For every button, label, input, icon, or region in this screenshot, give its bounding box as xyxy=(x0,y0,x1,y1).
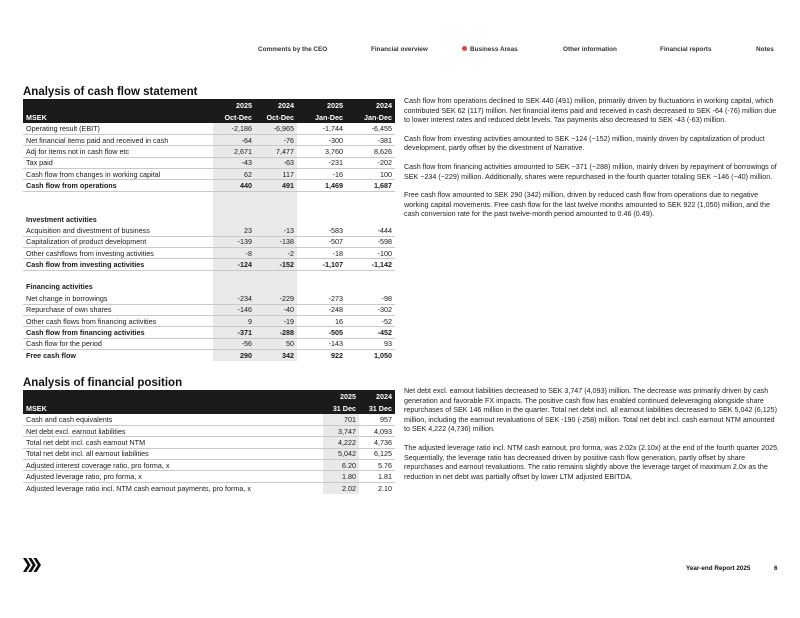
row-value: -13 xyxy=(255,225,297,236)
row-value: -146 xyxy=(213,304,255,315)
row-value: 3,747 xyxy=(323,425,359,436)
row-value: 491 xyxy=(255,180,297,191)
table-header-periods xyxy=(23,402,395,414)
row-value: 93 xyxy=(346,338,395,349)
row-value: 16 xyxy=(297,315,346,326)
table-row xyxy=(23,180,395,191)
row-value: 1.80 xyxy=(323,471,359,482)
section-header-row xyxy=(23,281,395,292)
position-paragraph-net-debt: Net debt excl. earnout liabilities decreased to SEK 3,747 (4,093) million. The decrease was primarily driven by cash generation and favorable FX impacts. The positive cash flow has enabled continued deleveraging alongside share repurchases of SEK 146 million in the quarter. Total net debt incl. all earnout liabilities decreased to SEK 5,042 (6,125) million, including the earnout revaluations of SEK -190 (-258) million. Total net debt incl. cash earnout NTM amounted to SEK 4,222 (4,736) million. xyxy=(404,387,777,434)
spacer-cell xyxy=(213,270,255,281)
spacer-row xyxy=(23,202,395,213)
table-row xyxy=(23,169,395,180)
header-period: Jan-Dec xyxy=(346,111,395,123)
row-value: -300 xyxy=(297,134,346,145)
row-value xyxy=(346,281,395,292)
table-row xyxy=(23,259,395,270)
row-label: Tax paid xyxy=(23,157,213,168)
header-year: 2025 xyxy=(213,99,255,111)
spacer-cell xyxy=(297,270,346,281)
row-value xyxy=(213,213,255,224)
row-value: -139 xyxy=(213,236,255,247)
row-value: -1,744 xyxy=(297,123,346,134)
row-value: 290 xyxy=(213,350,255,361)
table-row xyxy=(23,123,395,134)
top-navigation xyxy=(0,46,800,58)
nav-item-comments-ceo[interactable]: Comments by the CEO xyxy=(258,46,328,53)
row-value xyxy=(297,281,346,292)
row-value: 50 xyxy=(255,338,297,349)
header-period: Oct-Dec xyxy=(255,111,297,123)
nav-item-other-information[interactable]: Other information xyxy=(563,46,617,53)
table-row xyxy=(23,327,395,338)
cashflow-commentary xyxy=(404,97,780,229)
row-value: -598 xyxy=(346,236,395,247)
spacer-cell xyxy=(23,191,213,202)
table-row xyxy=(23,350,395,361)
table-row xyxy=(23,437,395,448)
row-value xyxy=(297,213,346,224)
row-value: 440 xyxy=(213,180,255,191)
header-year: 2024 xyxy=(359,390,395,402)
row-value: 117 xyxy=(255,169,297,180)
table-row xyxy=(23,304,395,315)
spacer-cell xyxy=(346,202,395,213)
row-value: -302 xyxy=(346,304,395,315)
row-value: -100 xyxy=(346,248,395,259)
row-value: 4,736 xyxy=(359,437,395,448)
row-value: 5.76 xyxy=(359,460,395,471)
row-label: Adj for items not in cash flow etc xyxy=(23,146,213,157)
section-label: Investment activities xyxy=(26,214,97,224)
table-row xyxy=(23,248,395,259)
table-header-years xyxy=(23,390,395,402)
table-row xyxy=(23,448,395,459)
row-value: -1,142 xyxy=(346,259,395,270)
row-label: Cash flow for the period xyxy=(23,338,213,349)
row-value: 3,760 xyxy=(297,146,346,157)
spacer-cell xyxy=(297,202,346,213)
row-value: -8 xyxy=(213,248,255,259)
row-value: -444 xyxy=(346,225,395,236)
section-label: Financing activities xyxy=(26,282,93,292)
row-value: 2,671 xyxy=(213,146,255,157)
spacer-cell xyxy=(255,202,297,213)
header-year: 2025 xyxy=(323,390,359,402)
row-value: -505 xyxy=(297,327,346,338)
row-value xyxy=(346,213,395,224)
position-paragraph-leverage: The adjusted leverage ratio incl. NTM cash earnout, pro forma, was 2.02x (2.10x) at the end of the fourth quarter 2025. Sequentially, the leverage ratio has decreased driven by positive cash flow generation, partly offset by share repurchases and earnout revaluations. The ratio remains slightly above the leverage target of maximum 2.0x as the reduction in net debt was partially offset by lower LTM adjusted EBITDA. xyxy=(404,443,780,481)
spacer-row xyxy=(23,270,395,281)
row-label: Adjusted interest coverage ratio, pro forma, x xyxy=(23,460,323,471)
row-value: 4,222 xyxy=(323,437,359,448)
spacer-cell xyxy=(255,191,297,202)
section-header-row xyxy=(23,213,395,224)
spacer-cell xyxy=(23,202,213,213)
row-value xyxy=(255,281,297,292)
row-value: -288 xyxy=(255,327,297,338)
row-value: -229 xyxy=(255,293,297,304)
row-value: 8,626 xyxy=(346,146,395,157)
table-row xyxy=(23,460,395,471)
cashflow-paragraph-operations: Cash flow from operations declined to SEK 440 (491) million, primarily driven by fluctuations in working capital, which contributed SEK 62 (117) million. Net financial items paid and received in cash decreased to SEK -64 (-76) million due to lower interest rates and reduced debt levels. Tax payments also decreased to SEK -43 (-63) million. xyxy=(404,97,777,125)
spacer-row xyxy=(23,191,395,202)
header-period: Oct-Dec xyxy=(213,111,255,123)
row-value: -40 xyxy=(255,304,297,315)
cashflow-paragraph-free-cash-flow: Free cash flow amounted to SEK 290 (342) million, driven by reduced cash flow from operations due to negative working capital movements. Free cash flow for the last twelve months amounted to SEK 922 (1,050) million, and the cash conversion rate for the past twelve-month period amounted to 0.46 (0.49). xyxy=(404,191,770,219)
row-value: 1,687 xyxy=(346,180,395,191)
row-value: 100 xyxy=(346,169,395,180)
row-label: Cash flow from changes in working capital xyxy=(23,169,213,180)
row-value: -138 xyxy=(255,236,297,247)
row-label: Net debt excl. earnout liabilities xyxy=(23,425,323,436)
table-row xyxy=(23,315,395,326)
row-value: -452 xyxy=(346,327,395,338)
spacer-cell xyxy=(255,270,297,281)
financial-position-table xyxy=(23,390,395,494)
row-value: 1.81 xyxy=(359,471,395,482)
table-row xyxy=(23,225,395,236)
row-value: 342 xyxy=(255,350,297,361)
row-label: Adjusted leverage ratio incl. NTM cash earnout payments, pro forma, x xyxy=(26,483,251,493)
header-unit: MSEK xyxy=(23,111,213,123)
report-label: Year-end Report 2025 xyxy=(686,565,751,572)
row-value: -234 xyxy=(213,293,255,304)
nav-item-label: Business Areas xyxy=(470,46,518,53)
row-label: Cash and cash equivalents xyxy=(23,414,323,425)
row-label: Acquisition and divestment of business xyxy=(23,225,213,236)
nav-item-business-areas[interactable] xyxy=(462,46,518,53)
table-header-years xyxy=(23,99,395,111)
row-value: -273 xyxy=(297,293,346,304)
row-value: -2 xyxy=(255,248,297,259)
row-value xyxy=(213,281,255,292)
row-value: 4,093 xyxy=(359,425,395,436)
row-value: -76 xyxy=(255,134,297,145)
row-value: 9 xyxy=(213,315,255,326)
nav-item-notes[interactable]: Notes xyxy=(756,46,774,53)
row-value: -43 xyxy=(213,157,255,168)
header-period: 31 Dec xyxy=(359,402,395,414)
row-value: -98 xyxy=(346,293,395,304)
row-label: Cash flow from operations xyxy=(23,180,213,191)
active-indicator-icon xyxy=(462,46,467,51)
row-label: Cash flow from investing activities xyxy=(23,259,213,270)
page-number: 6 xyxy=(774,565,778,572)
row-label: Cash flow from financing activities xyxy=(23,327,213,338)
table-row xyxy=(23,425,395,436)
spacer-cell xyxy=(346,270,395,281)
nav-item-financial-overview[interactable]: Financial overview xyxy=(371,46,428,53)
row-value: -152 xyxy=(255,259,297,270)
row-value: 1,469 xyxy=(297,180,346,191)
position-title: Analysis of financial position xyxy=(23,377,183,389)
row-label: Repurchase of own shares xyxy=(23,304,213,315)
row-value: 701 xyxy=(323,414,359,425)
row-value: -371 xyxy=(213,327,255,338)
header-year: 2025 xyxy=(297,99,346,111)
row-value: -64 xyxy=(213,134,255,145)
row-value: -583 xyxy=(297,225,346,236)
row-value: -52 xyxy=(346,315,395,326)
row-value: 5,042 xyxy=(323,448,359,459)
row-label: Total net debt incl. cash earnout NTM xyxy=(23,437,323,448)
row-value: 2.02 xyxy=(323,482,359,493)
row-value: -381 xyxy=(346,134,395,145)
row-value: 922 xyxy=(331,351,343,361)
cashflow-paragraph-financing: Cash flow from financing activities amounted to SEK −371 (−288) million, mainly driven by repayment of borrowings of SEK −234 (−229) million. Additionally, shares were repurchased in the fourth quarter totaling SEK −146 (−40) million. xyxy=(404,162,777,181)
row-value: -202 xyxy=(346,157,395,168)
row-value: -248 xyxy=(297,304,346,315)
header-period: Jan-Dec xyxy=(297,111,346,123)
company-logo-icon xyxy=(23,558,41,572)
table-row xyxy=(23,236,395,247)
row-value: -19 xyxy=(255,315,297,326)
header-year: 2024 xyxy=(346,99,395,111)
row-value: -124 xyxy=(213,259,255,270)
row-value: -507 xyxy=(297,236,346,247)
row-label: Total net debt incl. all earnout liabilities xyxy=(23,448,323,459)
row-value: -56 xyxy=(213,338,255,349)
row-value: -231 xyxy=(297,157,346,168)
row-value: -143 xyxy=(297,338,346,349)
table-row xyxy=(23,482,395,493)
spacer-cell xyxy=(213,202,255,213)
table-row xyxy=(23,471,395,482)
row-value: -6,965 xyxy=(255,123,297,134)
row-value xyxy=(255,213,297,224)
row-value: -1,107 xyxy=(297,259,346,270)
cashflow-paragraph-investing: Cash flow from investing activities amounted to SEK −124 (−152) million, mainly driven by capitalization of product development, partly offset by the divestment of Narrative. xyxy=(404,134,765,153)
row-label: Operating result (EBIT) xyxy=(23,123,213,134)
header-blank xyxy=(23,390,323,402)
row-value: -18 xyxy=(297,248,346,259)
header-blank xyxy=(23,99,213,111)
header-unit: MSEK xyxy=(23,402,323,414)
header-year: 2024 xyxy=(255,99,297,111)
table-row xyxy=(23,157,395,168)
row-value: 6.20 xyxy=(323,460,359,471)
header-period: 31 Dec xyxy=(323,402,359,414)
table-row xyxy=(23,134,395,145)
row-value: 1,050 xyxy=(374,351,392,361)
row-value: -16 xyxy=(297,169,346,180)
table-header-periods xyxy=(23,111,395,123)
row-label: Other cashflows from investing activities xyxy=(23,248,213,259)
position-commentary xyxy=(404,387,780,491)
row-label: Adjusted leverage ratio, pro forma, x xyxy=(23,471,323,482)
row-label: Net financial items paid and received in cash xyxy=(23,134,213,145)
row-value: -2,186 xyxy=(213,123,255,134)
row-value: 957 xyxy=(359,414,395,425)
row-label: Free cash flow xyxy=(26,351,76,361)
row-value: 2.10 xyxy=(378,483,392,493)
row-value: 23 xyxy=(213,225,255,236)
table-row xyxy=(23,414,395,425)
table-row xyxy=(23,293,395,304)
row-label: Net change in borrowings xyxy=(23,293,213,304)
row-label: Other cash flows from financing activities xyxy=(23,315,213,326)
row-label: Capitalization of product development xyxy=(23,236,213,247)
table-row xyxy=(23,338,395,349)
nav-item-financial-reports[interactable]: Financial reports xyxy=(660,46,712,53)
cashflow-title: Analysis of cash flow statement xyxy=(23,86,198,98)
row-value: 7,477 xyxy=(255,146,297,157)
spacer-cell xyxy=(346,191,395,202)
row-value: 62 xyxy=(213,169,255,180)
row-value: 6,125 xyxy=(359,448,395,459)
spacer-cell xyxy=(23,270,213,281)
table-row xyxy=(23,146,395,157)
row-value: -63 xyxy=(255,157,297,168)
cashflow-table xyxy=(23,99,395,361)
row-value: -6,455 xyxy=(346,123,395,134)
spacer-cell xyxy=(213,191,255,202)
spacer-cell xyxy=(297,191,346,202)
